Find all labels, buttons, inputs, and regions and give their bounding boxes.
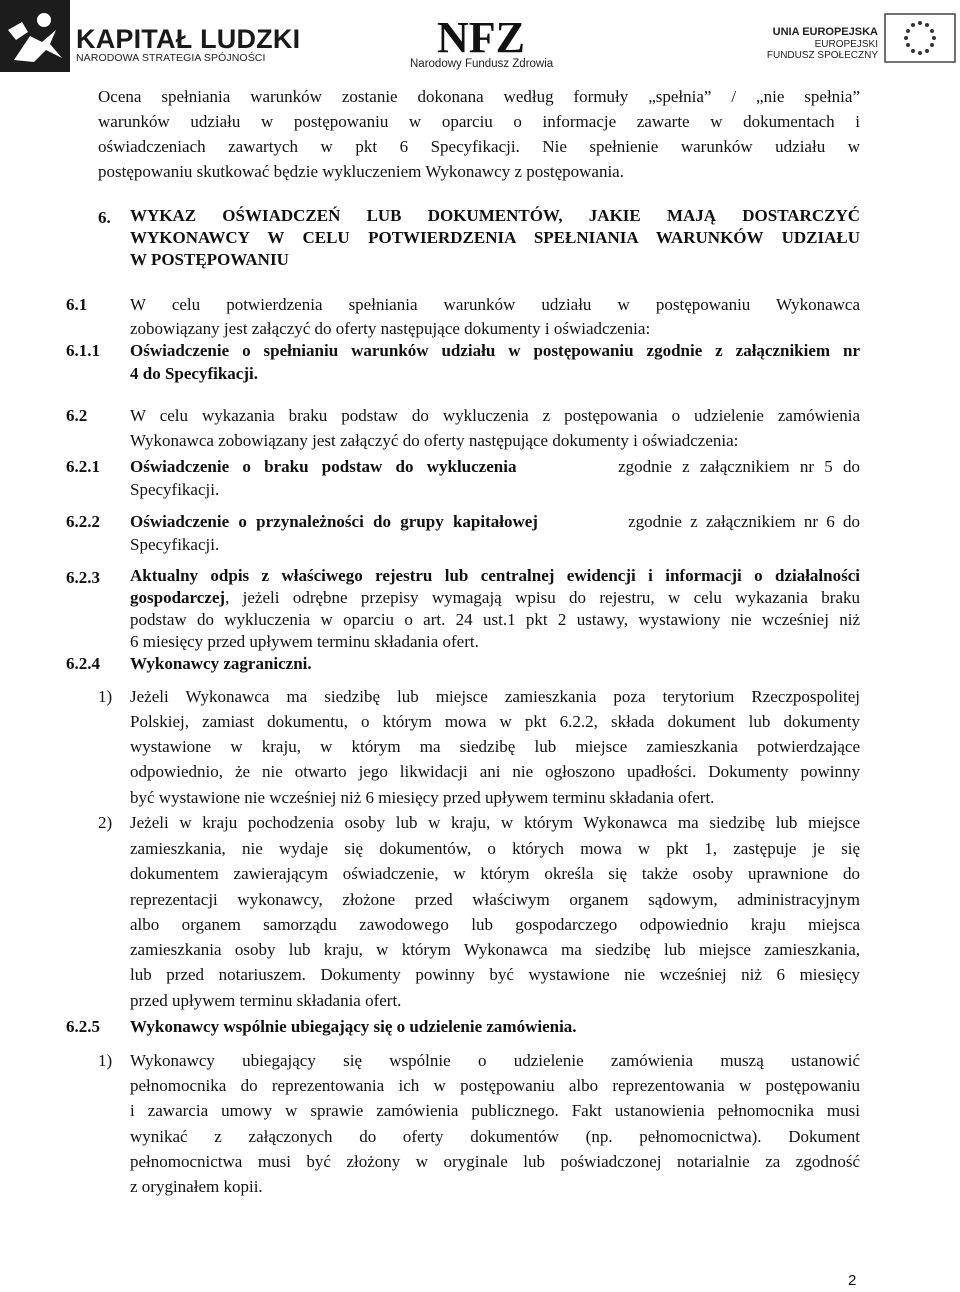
kapital-ludzki-logo <box>0 0 70 72</box>
s6-2-4-item1-line: być wystawione nie wcześniej niż 6 miesięcy przed upływem terminu składania ofert. <box>130 788 715 807</box>
section-6-title-line-1: WYKAZ OŚWIADCZEŃ LUB DOKUMENTÓW, JAKIE MAJĄ DOSTARCZYĆ <box>130 206 860 225</box>
s6-2-4-item2-line: zamieszkania, nie wydaje się dokumentów, o których mowa w pkt 1, zastępuje je się <box>130 839 860 858</box>
s6-2-2-line-1 <box>130 509 860 534</box>
s6-2-4-item2-line: przed upływem terminu składania ofert. <box>130 991 402 1010</box>
s6-1-1-number: 6.1.1 <box>66 341 100 360</box>
s6-2-5-item1-line: i zawarcia umowy w sprawie zamówienia publicznego. Fakt ustanowienia pełnomocnika musi <box>130 1101 860 1120</box>
s6-2-3-line-2 <box>130 587 860 609</box>
nfz-logo-text: NFZ <box>437 13 525 60</box>
s6-2-1-number: 6.2.1 <box>66 457 100 476</box>
section-6-title-line-3: W POSTĘPOWANIU <box>130 250 289 269</box>
s6-2-4-item2-line: zamieszkania osoby lub kraju, w którym Wykonawca ma siedzibę lub miejsce zamieszkania, <box>130 940 860 959</box>
s6-2-2-bold: Oświadczenie o przynależności do grupy kapitałowej <box>130 512 538 531</box>
s6-2-3-line-3: podstaw do wykluczenia w oparciu o art. 24 ust.1 pkt 2 ustawy, wystawiony nie wcześniej niż <box>130 610 860 629</box>
s6-2-5-number: 6.2.5 <box>66 1017 100 1036</box>
s6-2-4-number: 6.2.4 <box>66 654 100 673</box>
section-6-title-line-2: WYKONAWCY W CELU POTWIERDZENIA SPEŁNIANIA WARUNKÓW UDZIAŁU <box>130 228 860 247</box>
s6-2-5-item1-line: wynikać z załączonych do oferty dokumentów (np. pełnomocnictwa). Dokument <box>130 1127 860 1146</box>
s6-1-number: 6.1 <box>66 295 88 314</box>
intro-line-1: Ocena spełniania warunków zostanie dokonana według formuły „spełnia” / „nie spełnia” <box>98 87 860 106</box>
s6-2-number: 6.2 <box>66 406 88 425</box>
s6-2-5-title: Wykonawcy wspólnie ubiegający się o udzielenie zamówienia. <box>130 1017 577 1036</box>
intro-line-4: postępowaniu skutkować będzie wykluczeniem Wykonawcy z postępowania. <box>98 162 624 181</box>
nfz-subtitle: Narodowy Fundusz Zdrowia <box>410 58 554 70</box>
s6-2-5-item1-line: pełnomocnika do reprezentowania ich w postępowaniu albo reprezentowania w postępowaniu <box>130 1076 860 1095</box>
eu-text-block <box>767 26 878 61</box>
s6-2-4-item1-line: odpowiednio, że nie otwarto jego likwidacji ani nie ogłoszono upadłości. Dokumenty powinny <box>130 762 860 781</box>
intro-line-3: oświadczeniach zawartych w pkt 6 Specyfikacji. Nie spełnienie warunków udziału w <box>98 137 860 156</box>
s6-2-2-rest: zgodnie z załącznikiem nr 6 do <box>628 512 860 531</box>
s6-2-4-item2-line: lub przed notariuszem. Dokumenty powinny być wystawione nie wcześniej niż 6 miesięcy <box>130 965 860 984</box>
ue-line2: EUROPEJSKI <box>814 39 878 50</box>
s6-2-5-item1-line: z oryginałem kopii. <box>130 1177 263 1196</box>
kl-title: KAPITAŁ LUDZKI <box>76 24 301 54</box>
page-header <box>0 0 960 80</box>
s6-2-4-item2-marker: 2) <box>98 813 113 832</box>
s6-2-4-item2-line: Jeżeli w kraju pochodzenia osoby lub w kraju, w którym Wykonawca ma siedzibę lub miejsce <box>130 813 860 832</box>
s6-2-4-title: Wykonawcy zagraniczni. <box>130 654 312 673</box>
s6-2-4-item1-line: wystawione w kraju, w którym ma siedzibę lub miejsce zamieszkania potwierdzające <box>130 737 860 756</box>
eu-flag-icon <box>884 13 956 63</box>
s6-1-line-1: W celu potwierdzenia spełniania warunków udziału w postępowaniu Wykonawca <box>130 295 860 314</box>
s6-2-1-line-2: Specyfikacji. <box>130 480 220 499</box>
s6-2-2-line-2: Specyfikacji. <box>130 535 220 554</box>
s6-2-3-number: 6.2.3 <box>66 568 100 587</box>
page-number: 2 <box>848 1272 857 1289</box>
section-6-number: 6. <box>98 208 111 227</box>
s6-1-1-line-1: Oświadczenie o spełnianiu warunków udziału w postępowaniu zgodnie z załącznikiem nr <box>130 341 860 360</box>
s6-1-1-line-2: 4 do Specyfikacji. <box>130 364 258 383</box>
s6-2-3-line-1: Aktualny odpis z właściwego rejestru lub centralnej ewidencji i informacji o działalności <box>130 566 860 585</box>
s6-1-line-2: zobowiązany jest załączyć do oferty następujące dokumenty i oświadczenia: <box>130 319 651 338</box>
s6-2-3-bold: gospodarczej <box>130 588 226 607</box>
s6-2-line-1: W celu wykazania braku podstaw do wykluczenia z postępowania o udzielenie zamówienia <box>130 406 860 425</box>
nfz-logo <box>435 12 527 60</box>
s6-2-4-item2-line: dokumentem zawierającym oświadczenie, w którym określa się także osoby uprawnione do <box>130 864 860 883</box>
s6-2-1-rest: zgodnie z załącznikiem nr 5 do <box>618 457 860 476</box>
s6-2-1-bold: Oświadczenie o braku podstaw do wykluczenia <box>130 457 517 476</box>
s6-2-4-item2-line: reprezentacji wykonawcy, złożone przed właściwym organem sądowym, administracyjnym <box>130 890 860 909</box>
s6-2-4-item2-line: albo organem samorządu zawodowego lub gospodarczego odpowiednio kraju miejsca <box>130 915 860 934</box>
s6-2-4-item1-line: Jeżeli Wykonawca ma siedzibę lub miejsce zamieszkania poza terytorium Rzeczpospolitej <box>130 687 860 706</box>
s6-2-4-item1-line: Polskiej, zamiast dokumentu, o którym mowa w pkt 6.2.2, składa dokument lub dokumenty <box>130 712 860 731</box>
ue-line3: FUNDUSZ SPOŁECZNY <box>766 50 878 61</box>
s6-2-4-item1-marker: 1) <box>98 687 113 706</box>
s6-2-3-line-4: 6 miesięcy przed upływem terminu składania ofert. <box>130 632 479 651</box>
s6-2-1-line-1 <box>130 454 860 479</box>
s6-2-line-2: Wykonawca zobowiązany jest załączyć do oferty następujące dokumenty i oświadczenia: <box>130 431 739 450</box>
ue-line1: UNIA EUROPEJSKA <box>772 26 878 38</box>
intro-line-2: warunków udziału w postępowaniu w oparciu o informacje zawarte w dokumentach i <box>98 112 860 131</box>
s6-2-5-item1-line: pełnomocnictwa musi być złożony w oryginale lub poświadczonej notarialnie za zgodność <box>130 1152 860 1171</box>
s6-2-2-number: 6.2.2 <box>66 512 100 531</box>
s6-2-5-item1-marker: 1) <box>98 1051 113 1070</box>
s6-2-3-rest: , jeżeli odrębne przepisy wymagają wpisu do rejestru, w celu wykazania braku <box>225 588 860 607</box>
kl-subtitle: NARODOWA STRATEGIA SPÓJNOŚCI <box>76 52 266 64</box>
s6-2-5-item1-line: Wykonawcy ubiegający się wspólnie o udzielenie zamówienia muszą ustanowić <box>130 1051 860 1070</box>
